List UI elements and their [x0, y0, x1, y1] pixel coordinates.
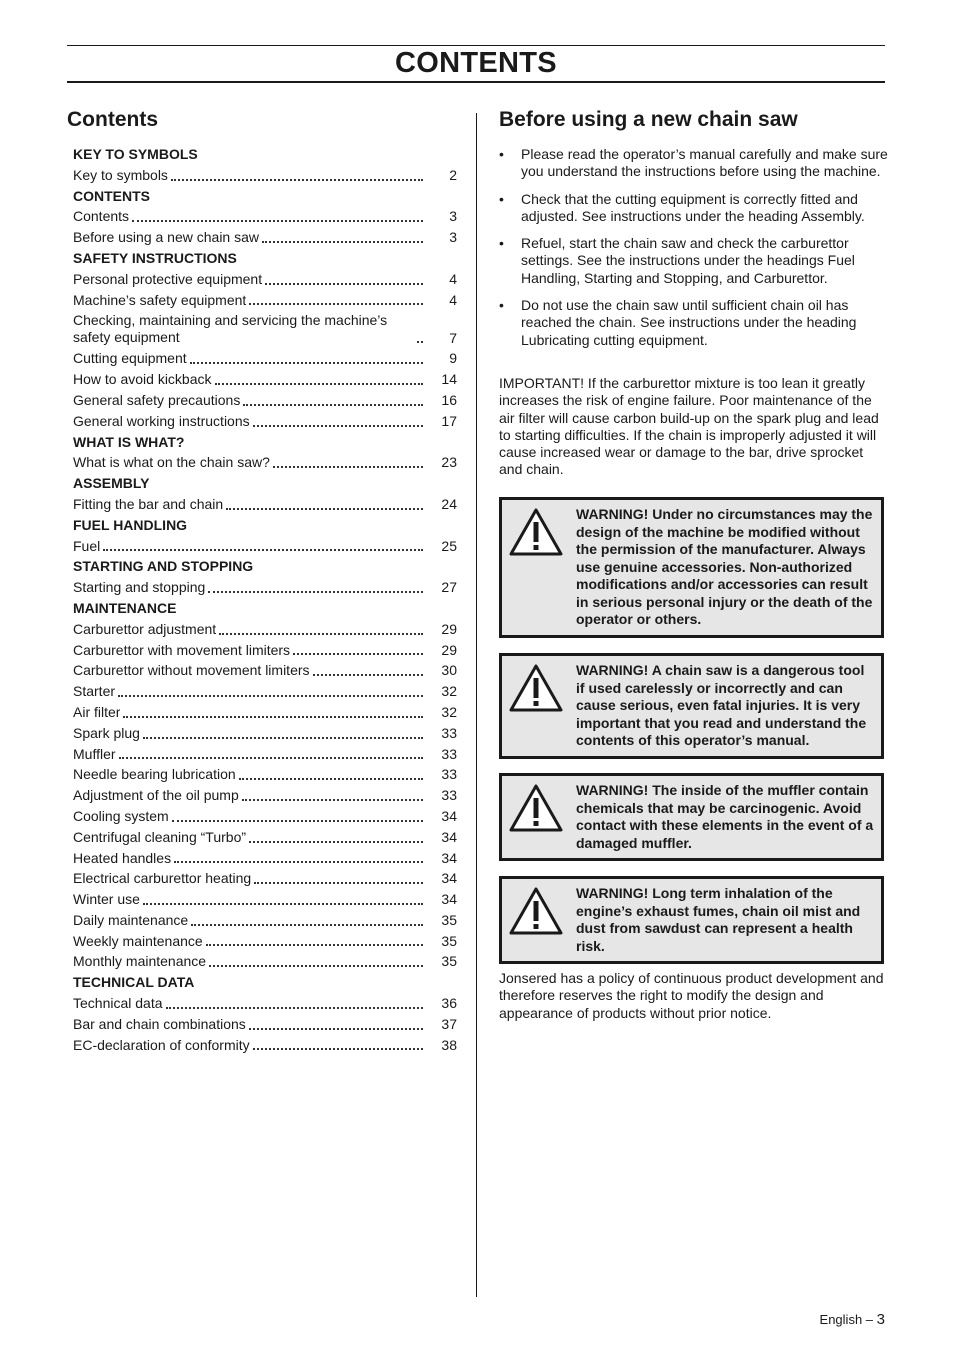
toc-leader-dots [143, 893, 423, 905]
toc-category: CONTENTS [73, 187, 150, 204]
warning-box [499, 497, 884, 638]
toc-entry [73, 848, 457, 869]
toc-entry-label: Fuel [73, 537, 101, 554]
toc-entry-label: Weekly maintenance [73, 932, 203, 949]
warning-text: WARNING! The inside of the muffler contain chemicals that may be carcinogenic. Avoid contact with these elements in the event of a damaged muffler. [576, 782, 874, 851]
warning-box [499, 653, 884, 759]
toc-entry-label: Fitting the bar and chain [73, 495, 224, 512]
toc-entry-page: 30 [441, 662, 457, 679]
bullet-glyph: • [499, 297, 504, 314]
toc-entry-page: 35 [441, 932, 457, 949]
toc-leader-dots [215, 373, 423, 385]
toc-leader-dots [190, 352, 423, 364]
toc-entry-label: Key to symbols [73, 166, 168, 183]
toc-leader-dots [166, 997, 423, 1009]
toc-entry-page: 33 [441, 766, 457, 783]
toc-entry [73, 536, 457, 557]
toc-entry-page: 7 [449, 329, 457, 346]
toc-entry-label: Air filter [73, 703, 121, 720]
toc-category: ASSEMBLY [73, 475, 150, 492]
toc-category: WHAT IS WHAT? [73, 433, 185, 450]
toc-leader-dots [208, 581, 423, 593]
toc-entry [73, 681, 457, 702]
toc-entry [73, 827, 457, 848]
column-divider [476, 113, 477, 1297]
toc-entry-page: 9 [449, 350, 457, 367]
toc-leader-dots [226, 498, 423, 510]
toc-entry-label: Electrical carburettor heating [73, 870, 252, 887]
before-using-heading: Before using a new chain saw [499, 108, 798, 131]
toc-entry-page: 29 [441, 620, 457, 637]
toc-leader-dots [265, 273, 423, 285]
toc-entry [73, 702, 457, 723]
toc-leader-dots [219, 623, 423, 635]
instruction-list [499, 146, 888, 359]
toc-entry-label: Carburettor with movement limiters [73, 641, 291, 658]
toc-leader-dots [132, 210, 423, 222]
toc-leader-dots [417, 331, 423, 343]
list-item [499, 191, 888, 226]
list-item-text: Please read the operator’s manual carefully and make sure you understand the instructions before using the machine. [521, 146, 888, 180]
toc-leader-dots [171, 169, 423, 181]
toc-entry [73, 993, 457, 1014]
toc-entry-label: Centrifugal cleaning “Turbo” [73, 828, 247, 845]
toc-entry [73, 764, 457, 785]
toc-leader-dots [242, 789, 423, 801]
toc-entry [73, 390, 457, 411]
toc-leader-dots [143, 727, 423, 739]
warning-text: WARNING! Long term inhalation of the engine’s exhaust fumes, chain oil mist and dust from sawdust can represent a health risk. [576, 885, 861, 954]
warning-triangle-icon [508, 507, 564, 557]
warning-triangle-icon [508, 663, 564, 713]
toc-entry [73, 310, 457, 348]
toc-entry [73, 660, 457, 681]
toc-entry-label: Cooling system [73, 807, 169, 824]
toc-leader-dots [209, 955, 423, 967]
toc-entry-page: 34 [441, 828, 457, 845]
toc-leader-dots [172, 810, 423, 822]
toc-leader-dots [103, 539, 423, 551]
toc-entry-page: 34 [441, 849, 457, 866]
warning-triangle-icon [508, 886, 564, 936]
toc-entry-page: 34 [441, 870, 457, 887]
toc-entry [73, 494, 457, 515]
toc-column [67, 106, 457, 1053]
intro-column [499, 106, 888, 478]
toc-leader-dots [254, 872, 423, 884]
toc-entry-page: 29 [441, 641, 457, 658]
toc-entry [73, 806, 457, 827]
toc-leader-dots [174, 851, 423, 863]
toc-entry-label: Before using a new chain saw [73, 229, 259, 246]
toc-entry-label: Heated handles [73, 849, 172, 866]
toc-leader-dots [253, 1038, 423, 1050]
toc-entry-label: Muffler [73, 745, 116, 762]
toc-leader-dots [206, 934, 423, 946]
toc-leader-dots [118, 685, 423, 697]
toc-entry-page: 35 [441, 911, 457, 928]
footer-separator: – [865, 1312, 874, 1327]
toc-entry-page: 33 [441, 745, 457, 762]
toc-entry-page: 33 [441, 724, 457, 741]
toc-entry-page: 3 [449, 208, 457, 225]
warning-box [499, 773, 884, 861]
toc-entry-page: 17 [441, 412, 457, 429]
toc-heading: Contents [67, 108, 158, 131]
toc-leader-dots [123, 706, 423, 718]
toc-entry-page: 3 [449, 229, 457, 246]
toc-category: MAINTENANCE [73, 599, 177, 616]
toc-category: TECHNICAL DATA [73, 974, 195, 991]
toc-entry-page: 27 [441, 579, 457, 596]
page-footer [820, 1311, 885, 1328]
toc-entry-page: 37 [441, 1015, 457, 1032]
toc-leader-dots [293, 643, 423, 655]
toc-entry [73, 269, 457, 290]
page-number: 3 [876, 1311, 885, 1328]
toc-entry [73, 411, 457, 432]
toc-category: KEY TO SYMBOLS [73, 146, 198, 162]
toc-entry [73, 165, 457, 186]
toc-entry-label: Contents [73, 208, 130, 225]
toc-leader-dots [239, 768, 423, 780]
toc-entry [73, 227, 457, 248]
warning-box [499, 876, 884, 964]
toc-entry-label: Carburettor without movement limiters [73, 662, 310, 679]
toc-leader-dots [273, 456, 423, 468]
table-of-contents [73, 144, 457, 1055]
toc-entry-label: Spark plug [73, 724, 140, 741]
toc-entry-label: How to avoid kickback [73, 371, 212, 388]
list-item [499, 235, 888, 287]
toc-entry-page: 25 [441, 537, 457, 554]
toc-entry [73, 206, 457, 227]
toc-entry [73, 577, 457, 598]
toc-leader-dots [253, 415, 423, 427]
toc-category: FUEL HANDLING [73, 516, 188, 533]
toc-entry-label: Technical data [73, 995, 163, 1012]
toc-entry-page: 24 [441, 495, 457, 512]
toc-entry-page: 14 [441, 371, 457, 388]
toc-entry-page: 2 [449, 166, 457, 183]
toc-leader-dots [191, 914, 423, 926]
important-note: IMPORTANT! If the carburettor mixture is too lean it greatly increases the risk of engine failure. Poor maintenance of the air filter will cause carbon build-up on the spark plug and lead to starting difficulties. If the chain is improperly adjusted it will cause increased wear or damage to the bar, drive sprocket and chain. [499, 375, 879, 478]
policy-note: Jonsered has a policy of continuous product development and therefore reserves the right to modify the design and appearance of products without prior notice. [499, 970, 884, 1021]
toc-entry-label: Monthly maintenance [73, 953, 207, 970]
toc-entry-page: 38 [441, 1036, 457, 1053]
toc-entry-label: Winter use [73, 891, 140, 908]
toc-entry-label: Personal protective equipment [73, 270, 263, 287]
toc-entry [73, 369, 457, 390]
toc-entry-label: Adjustment of the oil pump [73, 787, 239, 804]
warning-triangle-icon [508, 783, 564, 833]
toc-leader-dots [249, 831, 423, 843]
toc-entry [73, 348, 457, 369]
bullet-glyph: • [499, 235, 504, 252]
toc-leader-dots [313, 664, 423, 676]
toc-entry [73, 868, 457, 889]
list-item [499, 297, 888, 349]
warning-text: WARNING! A chain saw is a dangerous tool if used carelessly or incorrectly and can cause serious, even fatal injuries. It is very important that you read and understand the contents of this operator’s manual. [576, 662, 867, 748]
toc-leader-dots [119, 747, 423, 759]
toc-entry-page: 35 [441, 953, 457, 970]
list-item [499, 146, 888, 181]
toc-entry [73, 951, 457, 972]
toc-entry [73, 744, 457, 765]
toc-entry-label: General working instructions [73, 412, 250, 429]
footer-language: English [819, 1312, 863, 1327]
bullet-glyph: • [499, 190, 504, 207]
toc-entry [73, 1035, 457, 1056]
toc-entry-page: 34 [441, 807, 457, 824]
toc-entry [73, 619, 457, 640]
toc-entry-page: 16 [441, 391, 457, 408]
toc-entry [73, 290, 457, 311]
toc-entry [73, 1014, 457, 1035]
title-underline [67, 81, 885, 83]
toc-entry-page: 32 [441, 703, 457, 720]
toc-leader-dots [243, 394, 423, 406]
toc-category: SAFETY INSTRUCTIONS [73, 249, 237, 266]
page-title: CONTENTS [395, 47, 557, 79]
toc-entry-page: 32 [441, 683, 457, 700]
bullet-glyph: • [499, 146, 504, 162]
toc-entry-label: General safety precautions [73, 391, 241, 408]
list-item-text: Check that the cutting equipment is correctly fitted and adjusted. See instructions under the heading Assembly. [521, 190, 865, 224]
warning-text: WARNING! Under no circumstances may the design of the machine be modified without the permission of the manufacturer. Always use genuine accessories. Non-authorized modifications and/or accessories can result in serious personal injury or the death of the operator or others. [576, 506, 873, 627]
toc-entry [73, 452, 457, 473]
toc-entry [73, 785, 457, 806]
toc-entry [73, 640, 457, 661]
toc-entry [73, 931, 457, 952]
toc-leader-dots [249, 293, 423, 305]
toc-entry [73, 723, 457, 744]
toc-entry-label: Machine’s safety equipment [73, 291, 247, 308]
toc-entry-label: Needle bearing lubrication [73, 766, 236, 783]
list-item-text: Do not use the chain saw until sufficient chain oil has reached the chain. See instructions under the heading Lubricating cutting equipment. [521, 297, 857, 348]
toc-entry-label: What is what on the chain saw? [73, 454, 270, 471]
toc-leader-dots [262, 231, 423, 243]
list-item-text: Refuel, start the chain saw and check the carburettor settings. See the instructions under the headings Fuel Handling, Starting and Stopping, and Carburettor. [521, 235, 855, 286]
toc-entry-page: 4 [449, 291, 457, 308]
toc-entry-page: 36 [441, 995, 457, 1012]
toc-entry-label: Starting and stopping [73, 579, 206, 596]
toc-entry-label: Carburettor adjustment [73, 620, 217, 637]
toc-entry-page: 34 [441, 891, 457, 908]
toc-entry-label: Checking, maintaining and servicing the machine’s safety equipment [73, 312, 388, 346]
toc-entry [73, 910, 457, 931]
toc-entry-page: 4 [449, 270, 457, 287]
toc-entry-page: 33 [441, 787, 457, 804]
toc-leader-dots [249, 1018, 423, 1030]
toc-entry-label: EC-declaration of conformity [73, 1036, 250, 1053]
toc-entry-label: Bar and chain combinations [73, 1015, 246, 1032]
toc-entry-page: 23 [441, 454, 457, 471]
toc-category: STARTING AND STOPPING [73, 558, 254, 575]
toc-entry-label: Daily maintenance [73, 911, 189, 928]
toc-entry [73, 889, 457, 910]
toc-entry-label: Cutting equipment [73, 350, 187, 367]
toc-entry-label: Starter [73, 683, 116, 700]
